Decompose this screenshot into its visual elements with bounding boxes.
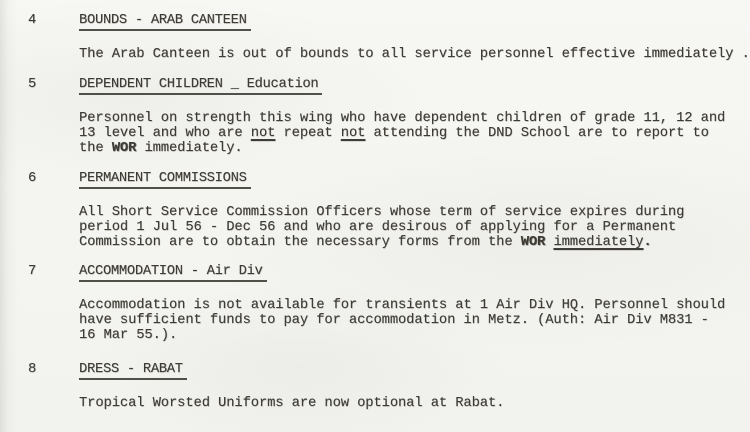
item-heading: [79, 362, 748, 380]
bold-word: WOR: [520, 235, 546, 250]
item-heading-text: ACCOMMODATION - Air Div: [79, 264, 267, 282]
paragraph-line: Commission are to obtain the necessary forms from the WOR immediately.: [79, 235, 652, 250]
item-number: 6: [28, 171, 37, 186]
item-heading: [79, 13, 748, 31]
item-heading-text: DEPENDENT CHILDREN _ Education: [79, 77, 322, 95]
paragraph-line: period 1 Jul 56 - Dec 56 and who are desirous of applying for a Permanent: [79, 220, 677, 235]
order-item-4: [0, 13, 750, 62]
underlined-word: not: [250, 126, 276, 141]
item-heading: [79, 264, 748, 282]
order-item-5: [0, 77, 750, 156]
paragraph-line: 13 level and who are not repeat not attending the DND School are to report to: [79, 126, 709, 141]
paragraph-line: have sufficient funds to pay for accommodation in Metz. (Auth: Air Div M831 -: [79, 313, 709, 328]
bold-word: WOR: [111, 141, 137, 156]
item-heading-text: BOUNDS - ARAB CANTEEN: [79, 13, 251, 31]
paragraph-line: All Short Service Commission Officers whose term of service expires during: [79, 205, 685, 220]
paragraph-line: the WOR immediately.: [79, 141, 243, 156]
item-content: [79, 171, 748, 250]
paragraph-line: Personnel on strength this wing who have dependent children of grade 11, 12 and: [79, 111, 726, 126]
item-heading-text: DRESS - RABAT: [79, 362, 187, 380]
order-item-8: [0, 362, 750, 411]
item-number: 7: [28, 264, 37, 279]
item-paragraph: [79, 111, 748, 156]
item-paragraph: [79, 205, 748, 250]
item-paragraph: [79, 298, 748, 343]
item-heading-text: PERMANENT COMMISSIONS: [79, 171, 251, 189]
order-item-7: [0, 264, 750, 343]
item-paragraph: [79, 47, 748, 62]
item-number: 5: [28, 77, 37, 92]
underlined-word: not: [340, 126, 366, 141]
item-content: [79, 77, 748, 156]
paragraph-line: Accommodation is not available for transients at 1 Air Div HQ. Personnel should: [79, 298, 726, 313]
paragraph-line: 16 Mar 55.).: [79, 328, 178, 343]
paragraph-line: Tropical Worsted Uniforms are now optional at Rabat.: [79, 396, 505, 411]
order-item-6: [0, 171, 750, 250]
item-heading: [79, 171, 748, 189]
item-content: [79, 13, 748, 62]
underlined-word: immediately: [553, 235, 644, 250]
item-paragraph: [79, 396, 748, 411]
item-number: 8: [28, 362, 37, 377]
item-number: 4: [28, 13, 37, 28]
item-content: [79, 362, 748, 411]
paragraph-line: The Arab Canteen is out of bounds to all service personnel effective immediately .: [79, 47, 750, 62]
item-heading: [79, 77, 748, 95]
item-content: [79, 264, 748, 343]
